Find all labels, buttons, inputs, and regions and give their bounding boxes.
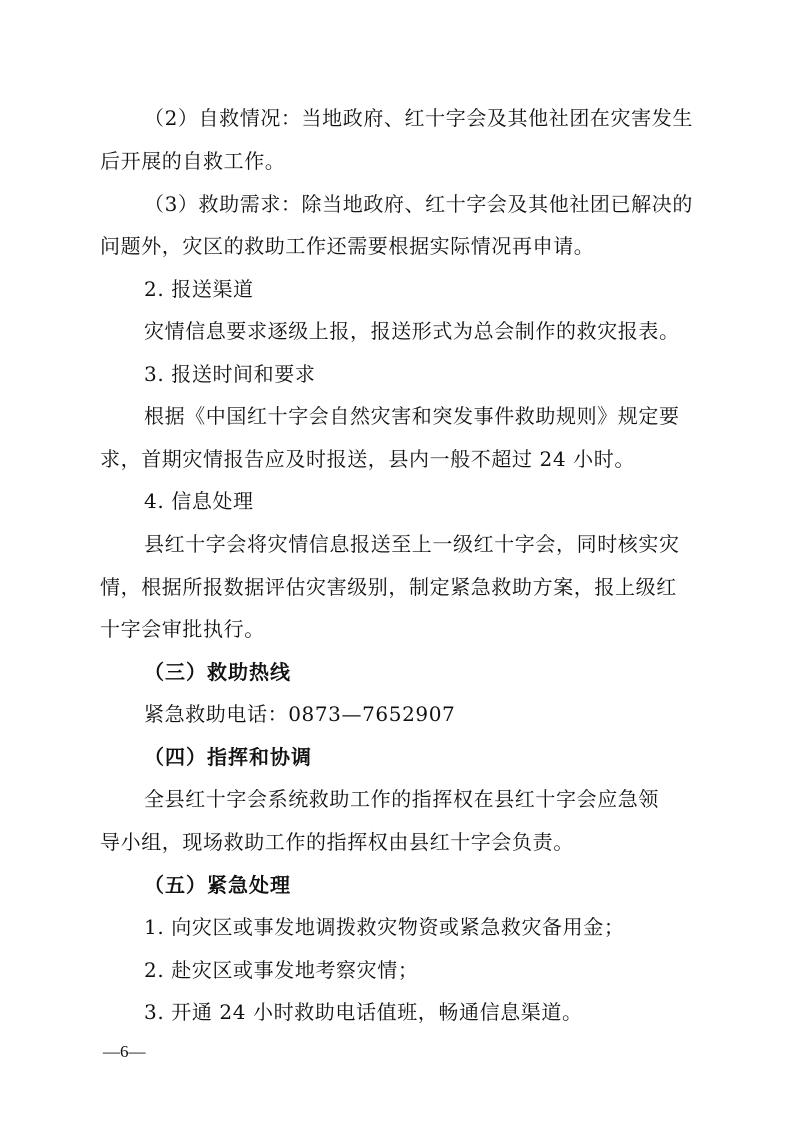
- hotline-line: 紧急救助电话：0873—7652907: [144, 702, 456, 726]
- section-heading: （五）紧急处理: [144, 873, 291, 897]
- paragraph-line: 后开展的自救工作。: [100, 149, 286, 173]
- paragraph-line: 灾情信息要求逐级上报，报送形式为总会制作的救灾报表。: [144, 319, 680, 343]
- section-heading: （三）救助热线: [144, 660, 291, 684]
- list-item: 3. 开通 24 小时救助电话值班，畅通信息渠道。: [144, 1000, 583, 1024]
- list-item: 2. 赴灾区或事发地考察灾情；: [144, 958, 419, 982]
- paragraph-line: 根据《中国红十字会自然灾害和突发事件救助规则》规定要: [144, 404, 680, 428]
- paragraph-line: 求，首期灾情报告应及时报送，县内一般不超过 24 小时。: [100, 447, 635, 471]
- paragraph-line: （3）救助需求：除当地政府、红十字会及其他社团已解决的: [144, 192, 693, 216]
- section-subheading: 3. 报送时间和要求: [144, 362, 316, 386]
- paragraph-line: 导小组，现场救助工作的指挥权由县红十字会负责。: [100, 830, 574, 854]
- paragraph-line: 县红十字会将灾情信息报送至上一级红十字会，同时核实灾: [144, 532, 680, 556]
- paragraph-line: 情，根据所报数据评估灾害级别，制定紧急救助方案，报上级红: [100, 575, 677, 599]
- page-number: —6—: [103, 1042, 146, 1061]
- section-heading: （四）指挥和协调: [144, 745, 312, 769]
- section-subheading: 4. 信息处理: [144, 489, 254, 513]
- paragraph-line: 问题外，灾区的救助工作还需要根据实际情况再申请。: [100, 234, 595, 258]
- paragraph-line: 十字会审批执行。: [100, 617, 265, 641]
- paragraph-line: 全县红十字会系统救助工作的指挥权在县红十字会应急领: [144, 787, 659, 811]
- paragraph-line: （2）自救情况：当地政府、红十字会及其他社团在灾害发生: [144, 106, 693, 130]
- section-subheading: 2. 报送渠道: [144, 277, 254, 301]
- list-item: 1. 向灾区或事发地调拨救灾物资或紧急救灾备用金；: [144, 915, 625, 939]
